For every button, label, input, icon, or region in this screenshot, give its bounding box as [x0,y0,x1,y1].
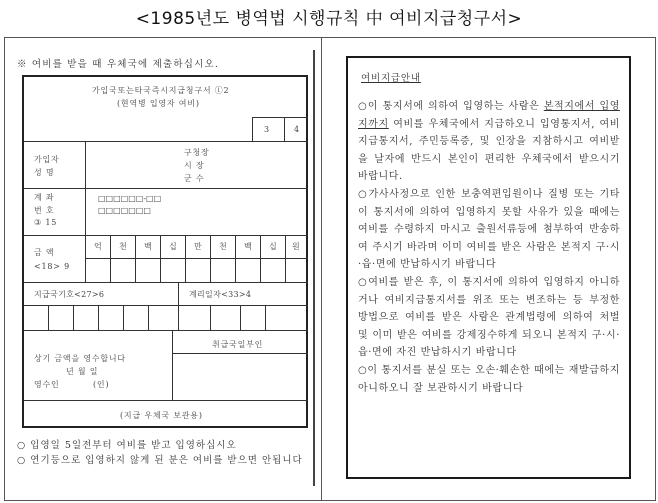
divider [210,235,211,282]
office-label-1: 구청장 [184,148,210,157]
guide-paragraph [358,186,620,274]
note-item: ○ 연기등으로 입영하지 않게 된 분은 여비를 받으면 안됩니다 [17,455,303,466]
unit-baek: 백 [144,242,153,251]
receipt-statement: 상기 금액을 영수합니다 [34,354,126,363]
divider [85,258,308,259]
form-footer: (지급 우체국 보관용) [120,411,203,420]
amount-label-1: 금 액 [34,248,55,257]
divider [210,305,211,330]
amount-label-2: <18> 9 [34,262,71,271]
divider [24,235,308,236]
divider [160,235,161,282]
divider [148,305,149,330]
submission-notice: ※ 여비를 받을 때 우체국에 제출하십시오. [17,59,220,70]
account-number-boxes-1: □□□□□□-□□ [98,194,162,203]
unit-sip: 십 [169,242,178,251]
paragraph-text: ○여비를 받은 후, 이 통지서에 의하여 입영하지 아니하거나 여비지급통지서를 위조 또는 변조하는 등 부정한 방법으로 여비를 받은 사람은 관계법령에 의하여 처벌 및 이미 받은 여비를 강제징수하게 되오니 본적지 구·시·읍·면에 자진 반납하시기 바랍니다 [358,276,620,359]
divider [24,400,308,401]
divider [252,117,308,118]
divider [284,117,285,141]
account-label-3: ③ 15 [34,218,58,227]
payer-code-label: 지급국기호<27>6 [34,290,105,299]
divider [240,305,241,330]
divider [235,235,236,282]
receipt-date: 년 월 일 [66,367,99,376]
paragraph-text: ○이 통지서에 의하여 입영하는 사람은 [358,101,544,112]
claim-form-table [22,75,308,428]
header-box-3: 3 [264,125,270,134]
divider [285,235,286,282]
divider [135,235,136,282]
divider [73,305,74,330]
guide-paragraph [358,362,620,397]
divider [178,282,179,330]
underlined-text: 본적지에서 입영지까지 [358,101,620,130]
account-label-2: 번 호 [34,206,55,215]
office-label-3: 군 수 [184,174,205,183]
postmark-stamp-label: 취급국일부인 [212,340,264,349]
divider [48,305,49,330]
guide-title: 여비지급안내 [361,73,421,84]
receipt-signature: 영수인 (인) [34,380,110,389]
account-label-1: 계 좌 [34,193,55,202]
office-label-2: 시 장 [184,161,205,170]
account-date-label: 계리일자<33>4 [189,290,252,299]
unit-sip-2: 십 [269,242,278,251]
bottom-notes [17,438,312,468]
paragraph-text: 여비를 우체국에서 지급하오니 입영통지서, 여비지급통지서, 주민등록증, 및 인장을 지참하시고 여비받을 날자에 반드시 본인이 편리한 우체국에서 받으시기 바랍니다. [358,118,620,183]
guide-box [346,56,631,479]
page-title: <1985년도 병역법 시행규칙 中 여비지급청구서> [135,9,523,29]
divider [85,141,86,282]
divider [123,305,124,330]
guide-paragraph [358,274,620,362]
divider [265,305,266,330]
unit-man: 만 [194,242,203,251]
divider [98,305,99,330]
divider [172,353,308,354]
unit-cheon-2: 천 [219,242,228,251]
guide-body [358,98,620,397]
unit-won: 원 [292,242,301,251]
paragraph-text: ○이 통지서를 분실 또는 오손·훼손한 때에는 재발급하지 아니하오니 잘 보관하시기 바랍니다 [358,364,620,394]
panel-divider-rule [313,50,315,486]
divider [110,235,111,282]
divider [172,330,173,400]
divider [24,141,308,142]
unit-eok: 억 [94,242,103,251]
applicant-name-label-2: 성 명 [34,168,55,177]
unit-baek-2: 백 [244,242,253,251]
account-number-boxes-2: □□□□□□□ [98,206,151,215]
divider [260,235,261,282]
applicant-name-label-1: 가입자 [34,155,60,164]
unit-cheon: 천 [119,242,128,251]
form-header-title: 가입국또는타국즉시지급청구서 ①2 [92,86,230,95]
divider [252,117,253,141]
divider [24,282,308,283]
divider [185,235,186,282]
note-item: ○ 입영일 5일전부터 여비를 받고 입영하십시오 [17,440,237,451]
divider [24,188,308,189]
header-box-4: 4 [294,125,300,134]
form-header-subtitle: (현역병 입영자 여비) [117,99,200,108]
divider [24,330,308,331]
paragraph-text: ○가사사정으로 인한 보충역편입원이나 질병 또는 기타 이 통지서에 의하여 입영하지 못할 사유가 있을 때에는 여비를 수령하지 마시고 출원서류등에 첨부하여 반송하여 주시기 바라며 이미 여비를 받은 사람은 본적지 구·시·읍·면에 반납하시기 바랍니다 [358,188,620,271]
guide-paragraph [358,98,620,186]
